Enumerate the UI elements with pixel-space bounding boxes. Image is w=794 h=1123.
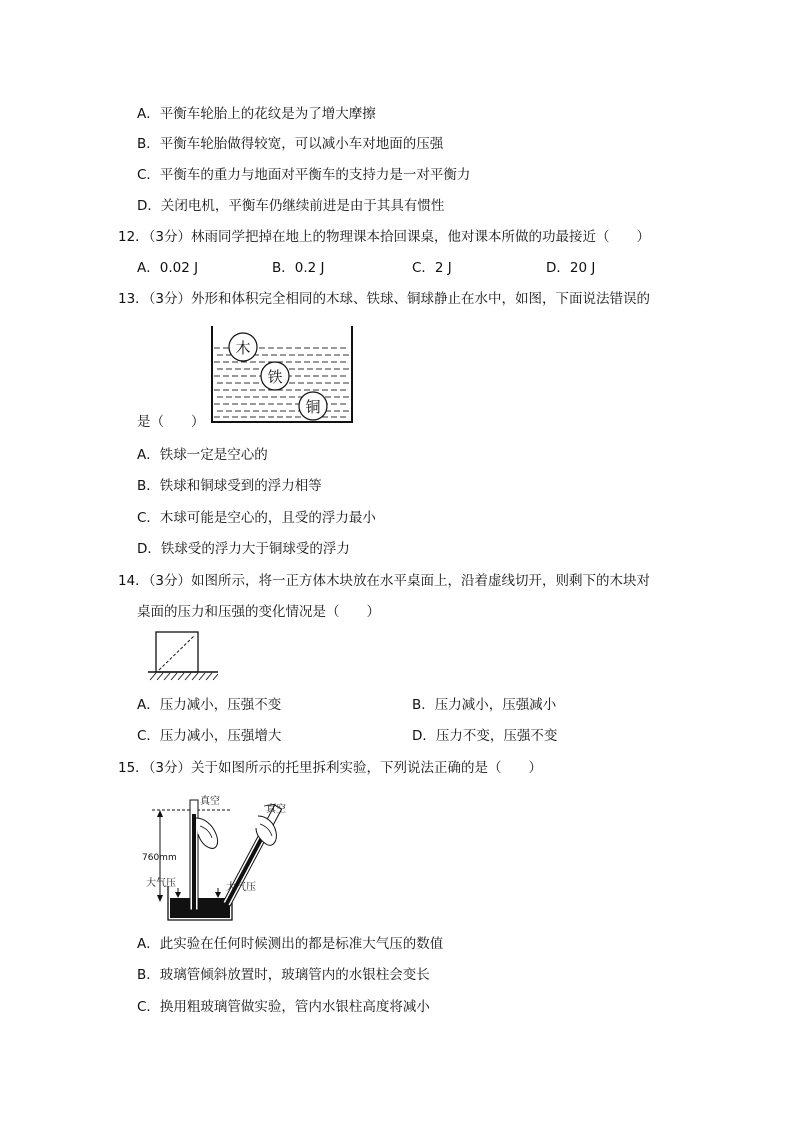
q11-option-a: A．平衡车轮胎上的花纹是为了增大摩擦 (137, 106, 376, 122)
q13-option-d: D．铁球受的浮力大于铜球受的浮力 (137, 541, 350, 557)
q12-option-b: B．0.2 J (272, 260, 325, 276)
q14-stem-line1: 14．（3分）如图所示，将一正方体木块放在水平桌面上，沿着虚线切开，则剩下的木块对 (118, 573, 651, 589)
q14-stem-line2: 桌面的压力和压强的变化情况是（ ） (137, 604, 380, 620)
q13-stem-continued: 是（ ） (137, 414, 205, 430)
iron-ball (261, 362, 289, 390)
q15-option-c: C．换用粗玻璃管做实验，管内水银柱高度将减小 (137, 999, 430, 1015)
q13-option-a: A．铁球一定是空心的 (137, 447, 268, 463)
q15-stem: 15．（3分）关于如图所示的托里拆利实验，下列说法正确的是（ ） (118, 760, 543, 776)
q11-option-b: B．平衡车轮胎做得较宽，可以减小车对地面的压强 (137, 136, 444, 152)
q14-option-b: B．压力减小，压强减小 (412, 697, 557, 713)
q11-option-d: D．关闭电机，平衡车仍继续前进是由于其具有惯性 (137, 198, 445, 214)
q14-option-a: A．压力减小，压强不变 (137, 697, 282, 713)
q11-option-c: C．平衡车的重力与地面对平衡车的支持力是一对平衡力 (137, 167, 471, 183)
q13-option-c: C．木球可能是空心的，且受的浮力最小 (137, 510, 376, 526)
q13-water-tank-figure (200, 322, 360, 428)
q15-option-a: A．此实验在任何时候测出的都是标准大气压的数值 (137, 936, 444, 952)
q12-option-d: D．20 J (546, 260, 596, 276)
vacuum-left-label: 真空 (200, 796, 220, 807)
copper-ball-label: 铜 (305, 398, 321, 416)
q13-option-b: B．铁球和铜球受到的浮力相等 (137, 478, 322, 494)
wood-ball (229, 333, 257, 361)
copper-ball (299, 392, 327, 420)
iron-ball-label: 铁 (267, 368, 283, 386)
pressure-right-label: 大气压 (226, 882, 256, 893)
pressure-left-label: 大气压 (146, 878, 176, 889)
q15-torricelli-figure (138, 790, 298, 926)
height-label: 760mm (142, 853, 177, 863)
q14-cube-on-table-figure (148, 628, 220, 686)
q12-stem: 12．（3分）林雨同学把掉在地上的物理课本拾回课桌，他对课本所做的功最接近（ ） (118, 229, 651, 245)
q13-stem: 13．（3分）外形和体积完全相同的木球、铁球、铜球静止在水中，如图，下面说法错误的 (118, 291, 651, 307)
q14-option-c: C．压力减小，压强增大 (137, 728, 282, 744)
wood-ball-label: 木 (235, 339, 251, 357)
q14-option-d: D．压力不变，压强不变 (412, 728, 558, 744)
q12-option-c: C．2 J (412, 260, 452, 276)
q15-option-b: B．玻璃管倾斜放置时，玻璃管内的水银柱会变长 (137, 967, 430, 983)
vacuum-right-label: 真空 (266, 804, 286, 815)
q12-option-a: A．0.02 J (137, 260, 199, 276)
